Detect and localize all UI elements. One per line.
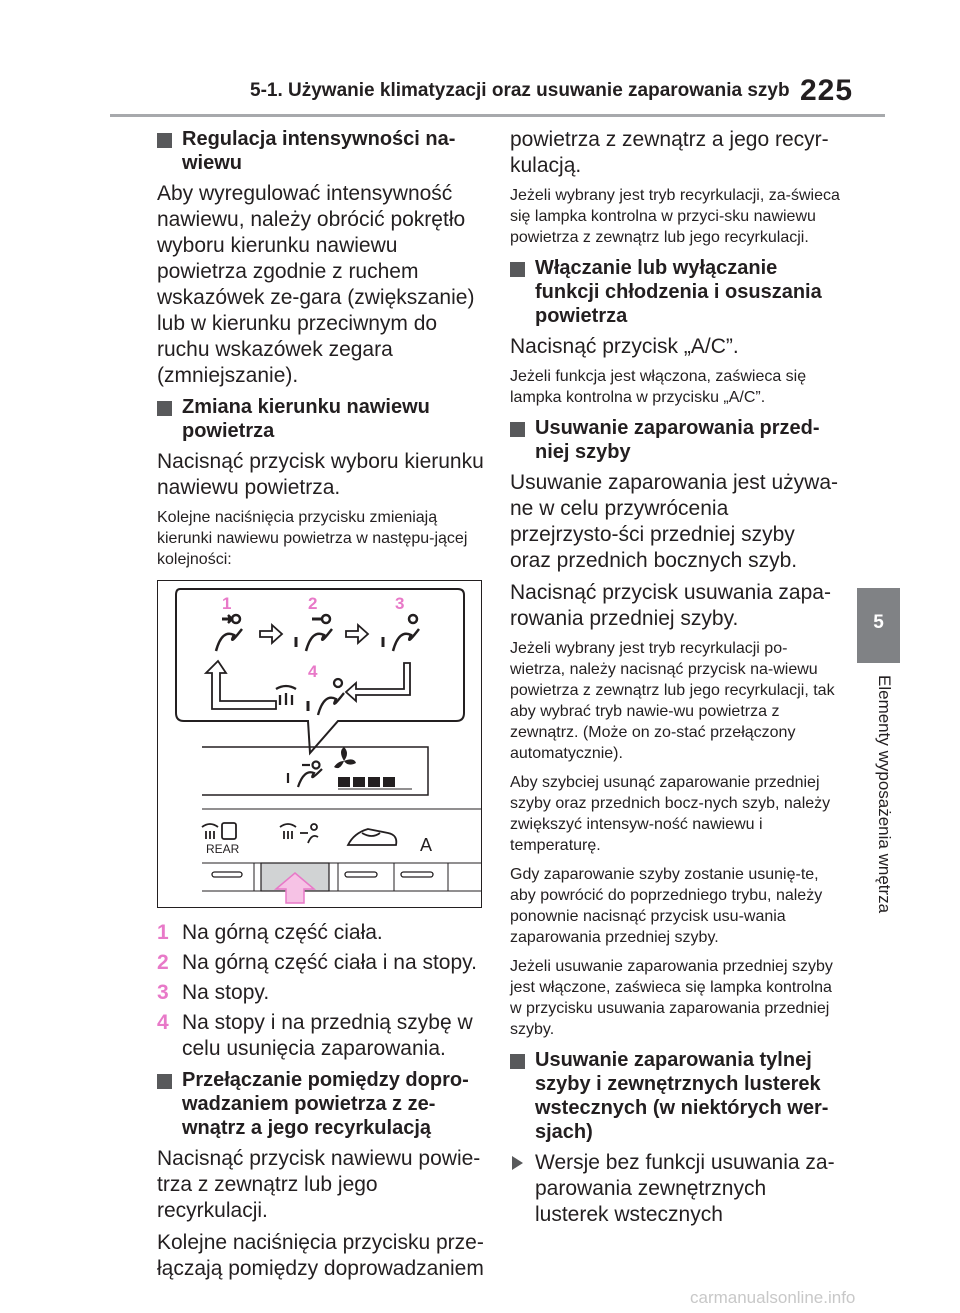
version-note: Wersje bez funkcji usuwania za-parowania zewnętrznych lusterek wstecznych (510, 1150, 840, 1228)
note: Aby szybciej usunąć zaparowanie przedniej szyby oraz przednich bocz-nych szyb, należy zwiększyć intensyw-ność nawiewu i temperaturę. (510, 774, 831, 854)
display-frame (202, 747, 428, 795)
paragraph: Nacisnąć przycisk nawiewu powie-trza z zewnątrz lub jego recyrkulacji. (157, 1147, 481, 1222)
chapter-tab (857, 588, 900, 663)
rear-defrost-button[interactable] (212, 872, 242, 877)
list-item: 1 Na górną część ciała. (157, 921, 383, 944)
square-bullet-icon (510, 1054, 525, 1069)
chapter-number: 5 (873, 612, 884, 633)
paragraph: Kolejne naciśnięcia przycisku prze-łączają pomiędzy doprowadzaniem (157, 1231, 484, 1280)
note: Jeżeli wybrany jest tryb recyrkulacji po-wietrza, należy nacisnąć przycisk na-wiewu powietrza z zewnątrz lub jego recyrkulacji, tak aby wybrać tryb nawie-wu powietrza z zewnątrz. (Może on zo-stać przełączony automatycznie). (510, 640, 835, 762)
square-bullet-icon (510, 422, 525, 437)
watermark: carmanualsonline.info (690, 1288, 856, 1307)
paragraph: powietrza z zewnątrz a jego recyr-kulacją. (510, 128, 829, 177)
airflow-mode-figure (157, 580, 482, 908)
header-rule (110, 114, 885, 117)
recirculation-icon (348, 829, 396, 845)
paragraph: Usuwanie zaparowania jest używa-ne w celu przywrócenia przejrzysto-ści przedniej szyby oraz przednich bocznych szyb. (510, 471, 838, 572)
note: Gdy zaparowanie szyby zostanie usunię-te, aby powrócić do poprzedniego trybu, należy ponownie nacisnąć przycisk usu-wania zaparowania przedniej szyby. (510, 866, 823, 946)
page-number: 225 (800, 74, 854, 107)
climate-panel-illustration (158, 581, 481, 907)
section-title: 5-1. Używanie klimatyzacji oraz usuwanie zaparowania szyb (250, 80, 790, 101)
heading-ac: Włączanie lub wyłączanie funkcji chłodzenia i osuszania powietrza (510, 256, 840, 328)
paragraph: Nacisnąć przycisk usuwania zapa-rowania przedniej szyby. (510, 581, 831, 630)
triangle-bullet-icon (512, 1156, 523, 1170)
display-mode-icon (288, 762, 322, 788)
front-defrost-icon (280, 824, 318, 843)
ac-label: A (420, 835, 433, 855)
fan-speed-bar (338, 777, 395, 787)
heading-fan-speed: Regulacja intensywności na-wiewu (157, 127, 487, 175)
heading-front-defrost: Usuwanie zaparowania przed-niej szyby (510, 416, 840, 464)
mode-number-4: 4 (308, 662, 318, 681)
rear-label: REAR (206, 842, 240, 856)
fan-icon (334, 747, 356, 768)
right-column (510, 127, 840, 1228)
heading-rear-defrost: Usuwanie zaparowania tylnej szyby i zewnętrznych lusterek wstecznych (w niektórych wer-sjach) (510, 1048, 840, 1144)
heading-recirculation: Przełączanie pomiędzy dopro-wadzaniem powietrza z ze-wnątrz a jego recyrkulacją (157, 1068, 487, 1140)
mode-number-2: 2 (308, 594, 318, 613)
rear-defrost-icon (202, 823, 236, 839)
note: Jeżeli usuwanie zaparowania przedniej szyby jest włączone, zaświeca się lampka kontrolna w przycisku usuwania zaparowania przedniej szyby. (510, 958, 833, 1038)
list-item: 2 Na górną część ciała i na stopy. (157, 951, 477, 974)
chapter-label: Elementy wyposażenia wnętrza (875, 675, 894, 914)
square-bullet-icon (157, 133, 172, 148)
ac-button[interactable] (401, 872, 433, 877)
paragraph: Nacisnąć przycisk wyboru kierunku nawiewu powietrza. (157, 450, 484, 499)
paragraph: Nacisnąć przycisk „A/C”. (510, 335, 739, 358)
left-column (157, 127, 487, 1288)
mode-number-1: 1 (222, 594, 232, 613)
airflow-mode-list (157, 920, 487, 1062)
list-item: 3 Na stopy. (157, 981, 270, 1004)
heading-airflow-mode: Zmiana kierunku nawiewu powietrza (157, 395, 487, 443)
list-item: 4 Na stopy i na przednią szybę w celu usunięcia zaparowania. (157, 1011, 473, 1060)
square-bullet-icon (157, 1074, 172, 1089)
note: Jeżeli funkcja jest włączona, zaświeca się lampka kontrolna w przycisku „A/C”. (510, 368, 807, 406)
recirculation-button[interactable] (345, 872, 377, 877)
note: Kolejne naciśnięcia przycisku zmieniają kierunki nawiewu powietrza w następu-jącej kolejności: (157, 509, 468, 568)
square-bullet-icon (510, 262, 525, 277)
square-bullet-icon (157, 401, 172, 416)
paragraph: Aby wyregulować intensywność nawiewu, należy obrócić pokrętło wyboru kierunku nawiewu powietrza zgodnie z ruchem wskazówek ze-gara (zwiększanie) lub w kierunku przeciwnym do ruchu wskazówek zegara (zmniejszanie). (157, 182, 475, 387)
mode-number-3: 3 (395, 594, 405, 613)
note: Jeżeli wybrany jest tryb recyrkulacji, za-świeca się lampka kontrolna w przyci-sku nawiewu powietrza z zewnątrz lub jego recyrkulacji. (510, 187, 840, 246)
